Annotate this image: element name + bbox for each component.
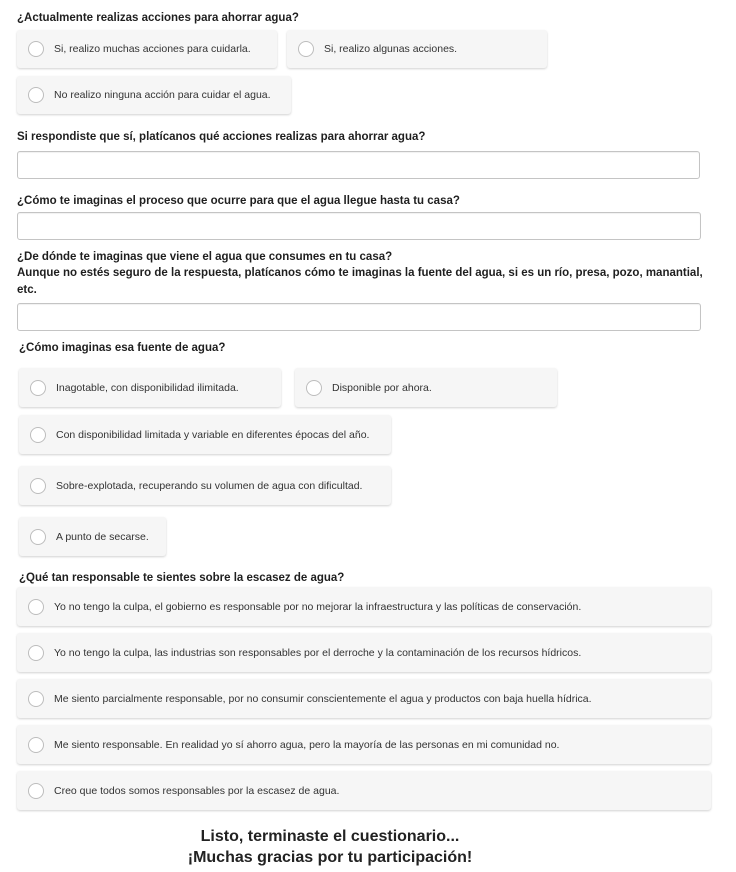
radio-option-industries-responsible[interactable] — [17, 633, 711, 672]
radio-circle-icon[interactable] — [30, 478, 46, 494]
question-water-source-line2: Aunque no estés seguro de la respuesta, platícanos cómo te imaginas la fuente del agua, si es un río, presa, pozo, manantial, — [17, 267, 703, 279]
option-label: No realizo ninguna acción para cuidar el agua. — [54, 89, 271, 101]
radio-circle-icon[interactable] — [28, 645, 44, 661]
radio-option-inexhaustible[interactable] — [19, 368, 281, 407]
water-process-input[interactable] — [17, 212, 701, 240]
radio-option-all-responsible[interactable] — [17, 771, 711, 810]
radio-circle-icon[interactable] — [28, 783, 44, 799]
option-label: Creo que todos somos responsables por la escasez de agua. — [54, 784, 340, 797]
radio-option-available-now[interactable] — [295, 368, 557, 407]
question-water-process: ¿Cómo te imaginas el proceso que ocurre para que el agua llegue hasta tu casa? — [17, 195, 460, 207]
question-water-saving-actions: ¿Actualmente realizas acciones para ahorrar agua? — [17, 12, 299, 24]
question-water-source-line1: ¿De dónde te imaginas que viene el agua que consumes en tu casa? — [17, 251, 393, 263]
option-label: Si, realizo algunas acciones. — [324, 43, 458, 55]
option-label: Inagotable, con disponibilidad ilimitada. — [56, 381, 239, 394]
option-label: A punto de secarse. — [56, 530, 149, 543]
option-label: Sobre-explotada, recuperando su volumen de agua con dificultad. — [56, 479, 363, 492]
radio-option-government-responsible[interactable] — [17, 587, 711, 626]
radio-circle-icon[interactable] — [28, 691, 44, 707]
option-label: Yo no tengo la culpa, las industrias son responsables por el derroche y la contaminación de los recursos hídricos. — [54, 646, 582, 659]
option-label: Disponible por ahora. — [332, 381, 432, 394]
option-label: Me siento responsable. En realidad yo sí ahorro agua, pero la mayoría de las personas en mi comunidad no. — [54, 738, 560, 751]
radio-option-no-actions[interactable] — [17, 76, 291, 114]
radio-circle-icon[interactable] — [306, 380, 322, 396]
option-label: Con disponibilidad limitada y variable en diferentes épocas del año. — [56, 428, 370, 441]
option-label: Me siento parcialmente responsable, por no consumir conscientemente el agua y productos con baja huella hídrica. — [54, 692, 592, 705]
radio-circle-icon[interactable] — [28, 599, 44, 615]
radio-option-some-actions[interactable] — [287, 30, 547, 68]
closing-message-line2: ¡Muchas gracias por tu participación! — [187, 849, 473, 866]
radio-circle-icon[interactable] — [28, 87, 44, 103]
radio-circle-icon[interactable] — [30, 427, 46, 443]
radio-option-partially-responsible[interactable] — [17, 679, 711, 718]
option-label: Si, realizo muchas acciones para cuidarla. — [54, 43, 251, 55]
radio-circle-icon[interactable] — [298, 41, 314, 57]
question-water-source-line3: etc. — [17, 284, 37, 296]
radio-circle-icon[interactable] — [30, 380, 46, 396]
radio-option-drying-up[interactable] — [19, 517, 166, 556]
radio-circle-icon[interactable] — [28, 737, 44, 753]
question-responsibility: ¿Qué tan responsable te sientes sobre la escasez de agua? — [19, 572, 345, 584]
radio-option-responsible-community[interactable] — [17, 725, 711, 764]
option-label: Yo no tengo la culpa, el gobierno es responsable por no mejorar la infraestructura y las políticas de conservación. — [54, 600, 582, 613]
water-source-input[interactable] — [17, 303, 701, 331]
radio-option-overexploited[interactable] — [19, 466, 391, 505]
radio-option-many-actions[interactable] — [17, 30, 277, 68]
closing-message-line1: Listo, terminaste el cuestionario... — [200, 828, 460, 845]
radio-circle-icon[interactable] — [28, 41, 44, 57]
radio-option-limited-variable[interactable] — [19, 415, 391, 454]
question-source-perception: ¿Cómo imaginas esa fuente de agua? — [19, 342, 226, 354]
radio-circle-icon[interactable] — [30, 529, 46, 545]
question-actions-detail: Si respondiste que sí, platícanos qué acciones realizas para ahorrar agua? — [17, 131, 426, 143]
actions-detail-input[interactable] — [17, 151, 700, 179]
